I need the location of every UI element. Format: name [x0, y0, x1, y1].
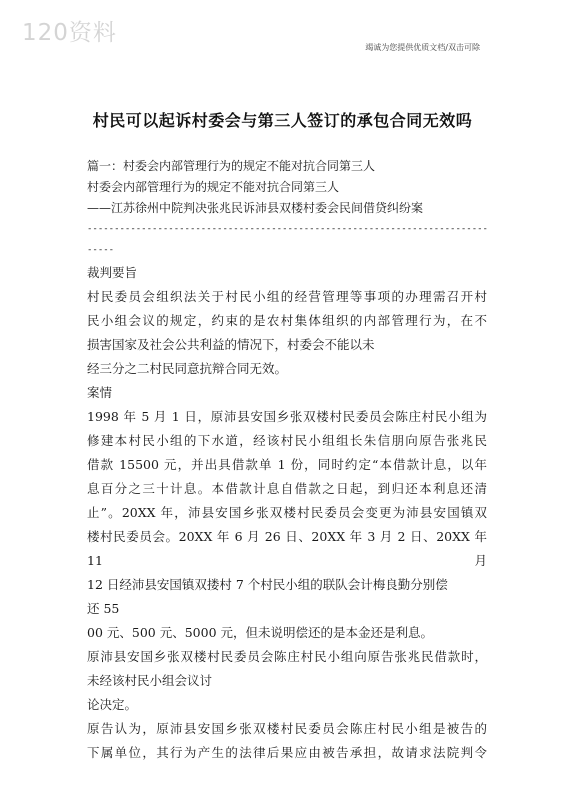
paragraph-line: 止”。20XX 年，沛县安国乡张双楼村民委员会变更为沛县安国镇双 — [87, 505, 487, 520]
paragraph-line: 还 55 — [87, 601, 120, 616]
document-body — [87, 156, 487, 765]
section-heading: 案情 — [87, 385, 113, 400]
section-heading: 裁判要旨 — [87, 265, 138, 280]
separator-line: ----- — [87, 245, 115, 255]
separator-line: -------------------------------------------------------------------------- — [87, 224, 488, 234]
watermark-logo: 120资料 — [22, 20, 117, 46]
paragraph-line: 论决定。 — [87, 697, 138, 712]
paragraph-line: 借款 15500 元，并出具借款单 1 份，同时约定“本借款计息，以年 — [87, 457, 487, 472]
paragraph-line: 原沛县安国乡张双楼村民委员会陈庄村民小组向原告张兆民借款时， — [87, 649, 487, 664]
paragraph-line: 未经该村民小组会议讨 — [87, 673, 213, 688]
paragraph-line: 00 元、500 元、5000 元，但未说明偿还的是本金还是利息。 — [87, 625, 433, 640]
paragraph-line: 楼村民委员会。20XX 年 6 月 26 日、20XX 年 3 月 2 日、20XX 年 11 月 — [87, 529, 487, 568]
paragraph-line: 经三分之二村民同意抗辩合同无效。 — [87, 361, 288, 376]
header-note: 竭诚为您提供优质文档/双击可除 — [365, 43, 480, 52]
paragraph-line: 1998 年 5 月 1 日，原沛县安国乡张双楼村民委员会陈庄村民小组为 — [87, 409, 487, 424]
paragraph-line: 下属单位，其行为产生的法律后果应由被告承担，故请求法院判令 — [87, 745, 487, 760]
paragraph-line: 12 日经沛县安国镇双搂村 7 个村民小组的联队会计梅良勤分别偿 — [87, 577, 448, 592]
paragraph-line: 息百分之三十计息。本借款计息自借款之日起，到归还本利息还清 — [87, 481, 487, 496]
intro-line: 村委会内部管理行为的规定不能对抗合同第三人 — [87, 180, 340, 194]
paragraph-line: 村民委员会组织法关于村民小组的经营管理等事项的办理需召开村 — [87, 289, 487, 304]
document-title: 村民可以起诉村委会与第三人签订的承包合同无效吗 — [92, 111, 473, 130]
paragraph-line: 民小组会议的规定，约束的是农村集体组织的内部管理行为，在不 — [87, 313, 487, 328]
intro-line: 篇一：村委会内部管理行为的规定不能对抗合同第三人 — [87, 159, 376, 173]
paragraph-line: 原告认为，原沛县安国乡张双楼村民委员会陈庄村民小组是被告的 — [87, 721, 487, 736]
paragraph-line: 修建本村民小组的下水道，经该村民小组组长朱信朋向原告张兆民 — [87, 433, 487, 448]
intro-line: ——江苏徐州中院判决张兆民诉沛县双楼村委会民间借贷纠纷案 — [87, 201, 424, 215]
paragraph-line: 损害国家及社会公共利益的情况下，村委会不能以未 — [87, 337, 375, 352]
